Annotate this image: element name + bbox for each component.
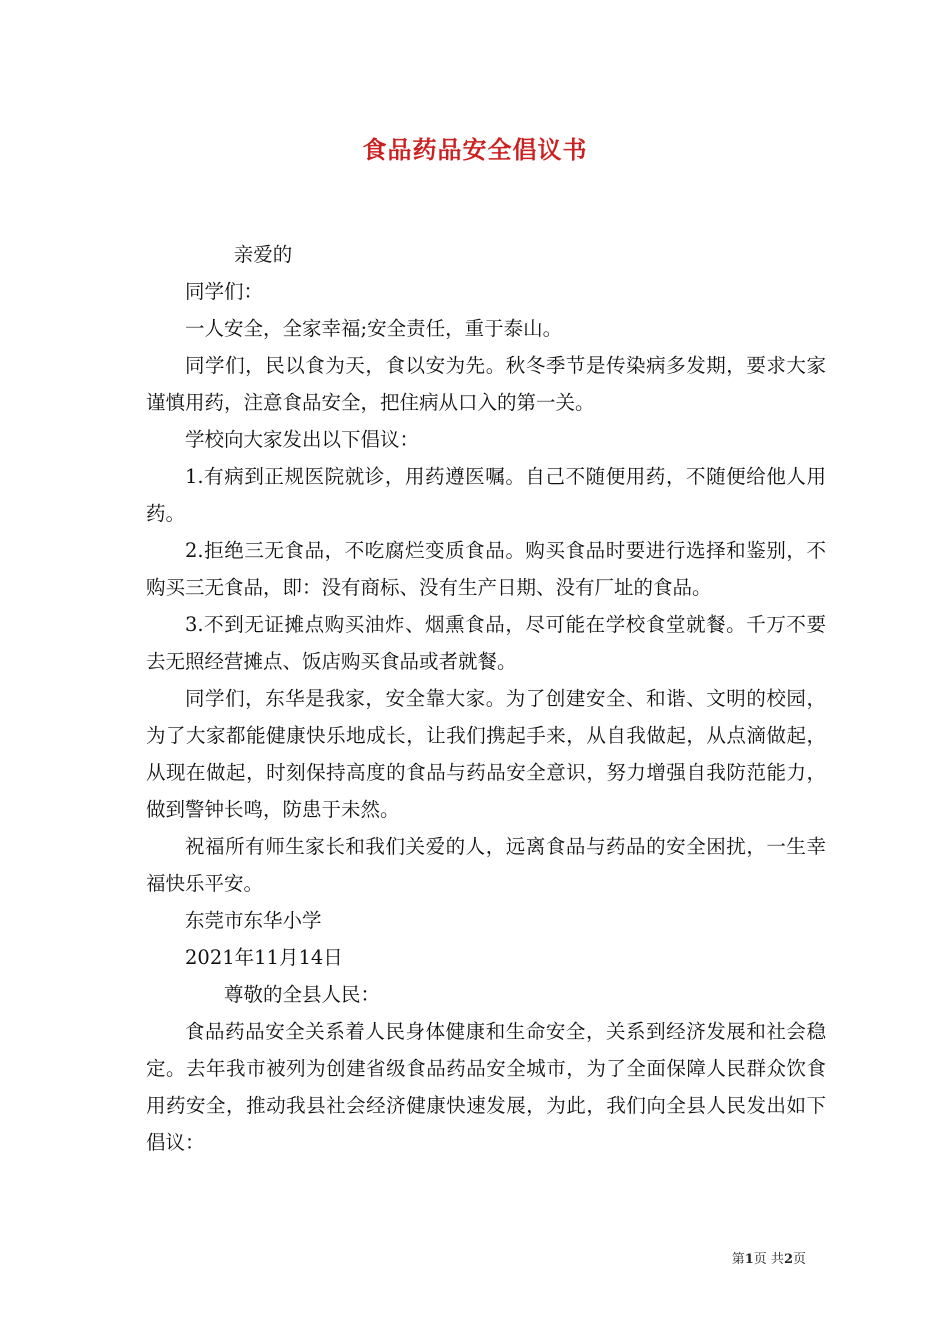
paragraph: 祝福所有师生家长和我们关爱的人，远离食品与药品的安全困扰，一生幸福快乐平安。 xyxy=(146,835,826,895)
paragraph: 同学们，东华是我家，安全靠大家。为了创建安全、和谐、文明的校园，为了大家都能健康快乐地成长，让我们携起手来，从自我做起，从点滴做起，从现在做起，时刻保持高度的食品与药品安全意识，努力增强自我防范能力，做到警钟长鸣，防患于未然。 xyxy=(146,687,826,821)
paragraph: 1.有病到正规医院就诊，用药遵医嘱。自己不随便用药，不随便给他人用药。 xyxy=(146,465,826,525)
paragraph: 3.不到无证摊点购买油炸、烟熏食品，尽可能在学校食堂就餐。千万不要去无照经营摊点、饭店购买食品或者就餐。 xyxy=(146,613,826,673)
page-footer xyxy=(732,1248,806,1267)
footer-prefix: 第 xyxy=(731,1252,745,1267)
paragraph: 2.拒绝三无食品，不吃腐烂变质食品。购买食品时要进行选择和鉴别，不购买三无食品，即：没有商标、没有生产日期、没有厂址的食品。 xyxy=(146,539,826,599)
paragraph: 尊敬的全县人民： xyxy=(224,983,381,1006)
signature-org: 东莞市东华小学 xyxy=(185,909,322,932)
footer-suffix: 页 xyxy=(792,1252,806,1267)
paragraph: 食品药品安全关系着人民身体健康和生命安全，关系到经济发展和社会稳定。去年我市被列为创建省级食品药品安全城市，为了全面保障人民群众饮食用药安全，推动我县社会经济健康快速发展，为此，我们向全县人民发出如下倡议： xyxy=(146,1020,826,1154)
footer-total-pages: 2 xyxy=(783,1252,793,1267)
paragraph: 学校向大家发出以下倡议： xyxy=(185,428,420,451)
paragraph: 同学们，民以食为天，食以安为先。秋冬季节是传染病多发期，要求大家谨慎用药，注意食品安全，把住病从口入的第一关。 xyxy=(146,354,826,414)
footer-current-page: 1 xyxy=(744,1252,754,1267)
signature-date: 2021年11月14日 xyxy=(185,946,343,969)
footer-middle: 页 共 xyxy=(753,1252,784,1267)
paragraph: 亲爱的 xyxy=(233,243,293,266)
document-body xyxy=(146,236,826,1161)
paragraph: 一人安全，全家幸福;安全责任，重于泰山。 xyxy=(185,317,563,340)
paragraph: 同学们： xyxy=(185,280,264,303)
document-title: 食品药品安全倡议书 xyxy=(362,136,588,164)
